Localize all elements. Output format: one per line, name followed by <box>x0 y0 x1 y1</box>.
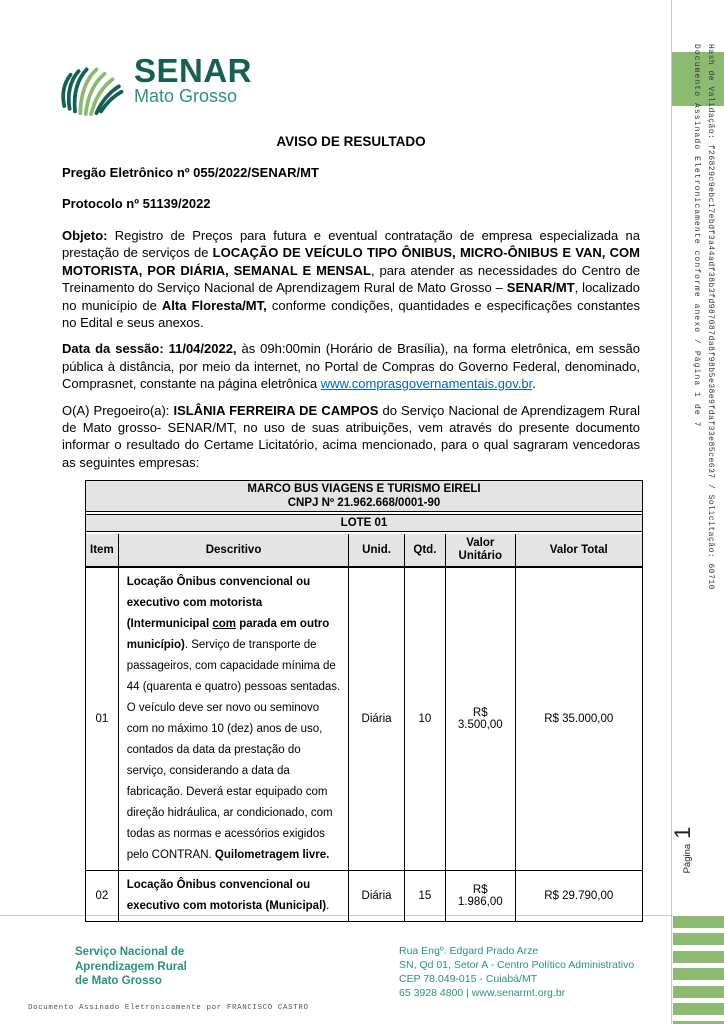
header-descritivo: Descritivo <box>118 534 349 567</box>
item-valor-unitario: R$ 3.500,00 <box>446 567 515 871</box>
logo-title: SENAR <box>134 52 253 89</box>
logo-subtitle: Mato Grosso <box>134 86 238 106</box>
footer-organization <box>75 945 187 989</box>
header-valor-total: Valor Total <box>515 534 642 567</box>
footer-line: Rua Engº. Edgard Prado Arze <box>399 945 539 957</box>
company-name: MARCO BUS VIAGENS E TURISMO EIRELI <box>247 483 481 496</box>
footer-address <box>399 944 634 1000</box>
page-edge-bar <box>673 1003 724 1015</box>
sessao-paragraph: Data da sessão: 11/04/2022, às 09h:00min (Horário de Brasília), na forma eletrônica, em sessão pública à distância, por meio da internet, no Portal de Compras do Governo Federal, denominado, Comprasnet, constante na página eletrônica www.comprasgovernamentais.gov.br. <box>62 341 640 392</box>
validation-hash-vertical-text: Hash de Validação: f26829c9ebc17ebdf3a44adf38b3fd987087da8f98b5e38e9fdaf33e85ce637 / Solicitação: 60710 <box>706 44 715 590</box>
item-valor-total: R$ 29.790,00 <box>515 871 642 922</box>
lote-label: LOTE 01 <box>86 515 642 532</box>
signed-document-vertical-text: Documento Assinado Eletronicamente conforme anexo / Página 1 de 7 <box>692 44 701 428</box>
header-unid: Unid. <box>349 534 404 567</box>
company-header-row <box>86 481 642 512</box>
pregao-line: Pregão Eletrônico nº 055/2022/SENAR/MT <box>62 165 319 180</box>
footer-line: Aprendizagem Rural <box>75 960 187 973</box>
item-unid: Diária <box>349 567 404 871</box>
item-number: 01 <box>86 567 118 871</box>
page-edge-bar <box>673 968 724 980</box>
table-row <box>86 871 642 922</box>
table-row <box>86 567 642 871</box>
footer-line: CEP 78.049-015 - Cuiabá/MT <box>399 973 538 985</box>
footer-line: de Mato Grosso <box>75 975 162 987</box>
footer-line: Serviço Nacional de <box>75 946 185 958</box>
header-item: Item <box>86 534 118 567</box>
page-word: Página <box>682 843 693 874</box>
senar-plant-icon <box>58 44 126 118</box>
page-edge-bar <box>673 933 724 945</box>
document-title: AVISO DE RESULTADO <box>276 134 426 149</box>
page-number: 1 <box>670 826 695 839</box>
company-cnpj: CNPJ Nº 21.962.668/0001-90 <box>287 497 441 510</box>
footer-line: SN, Qd 01, Setor A - Centro Político Administrativo <box>399 959 635 971</box>
item-unid: Diária <box>349 871 404 922</box>
page-edge-bar <box>673 951 724 963</box>
protocolo-line: Protocolo nº 51139/2022 <box>62 196 211 211</box>
item-valor-total: R$ 35.000,00 <box>515 567 642 871</box>
item-valor-unitario: R$ 1.986,00 <box>446 871 515 922</box>
column-header-row <box>86 534 642 567</box>
footer-line: 65 3928 4800 | www.senarmt.org.br <box>399 987 566 999</box>
header-valor-unitario: Valor Unitário <box>446 534 515 567</box>
lote-header-row <box>86 515 642 532</box>
document-body <box>62 134 640 922</box>
logo-text <box>134 52 253 106</box>
item-qtd: 10 <box>404 567 445 871</box>
result-table-wrapper <box>85 480 643 922</box>
senar-logo <box>58 44 252 118</box>
page-edge-bar <box>673 916 724 928</box>
item-qtd: 15 <box>404 871 445 922</box>
result-table <box>86 481 642 921</box>
objeto-paragraph: Objeto: Registro de Preços para futura e eventual contratação de empresa especializada na prestação de serviços de LOCAÇÃO DE VEÍCULO TIPO ÔNIBUS, MICRO-ÔNIBUS E VAN, COM MOTORISTA, POR DIÁRIA, SEMANAL E MENSAL, para atender as necessidades do Centro de Treinamento do Serviço Nacional de Aprendizagem Rural de Mato Grosso – SENAR/MT, localizado no município de Alta Floresta/MT, conforme condições, quantidades e especificações constantes no Edital e seus anexos. <box>62 228 641 331</box>
pregoeiro-paragraph: O(A) Pregoeiro(a): ISLÂNIA FERREIRA DE CAMPOS do Serviço Nacional de Aprendizagem Rural de Mato grosso- SENAR/MT, no uso de suas atribuições, vem através do presente documento informar o resultado do Certame Licitatório, acima mencionado, para o qual sagraram vencedoras as seguintes empresas: <box>62 402 640 470</box>
footer-signature-note: Documento Assinado Eletronicamente por FRANCISCO CASTRO <box>28 1004 309 1012</box>
comprasnet-link[interactable]: www.comprasgovernamentais.gov.br <box>320 376 533 392</box>
page-edge-bar <box>673 986 724 998</box>
page-number-label <box>672 805 708 895</box>
header-qtd: Qtd. <box>404 534 445 567</box>
item-description: Locação Ônibus convencional ou executivo com motorista (Municipal). <box>118 871 349 922</box>
item-description: Locação Ônibus convencional ou executivo com motorista (Intermunicipal com parada em outro município). Serviço de transporte de passageiros, com capacidade mínima de 44 (quarenta e quatro) pessoas sentadas. O veículo deve ser novo ou seminovo com no máximo 10 (dez) anos de uso, contados da data da prestação do serviço, considerando a data da fabricação. Deverá estar equipado com direção hidráulica, ar condicionado, com todas as normas e acessórios exigidos pelo CONTRAN. Quilometragem livre. <box>118 567 349 871</box>
item-number: 02 <box>86 871 118 922</box>
